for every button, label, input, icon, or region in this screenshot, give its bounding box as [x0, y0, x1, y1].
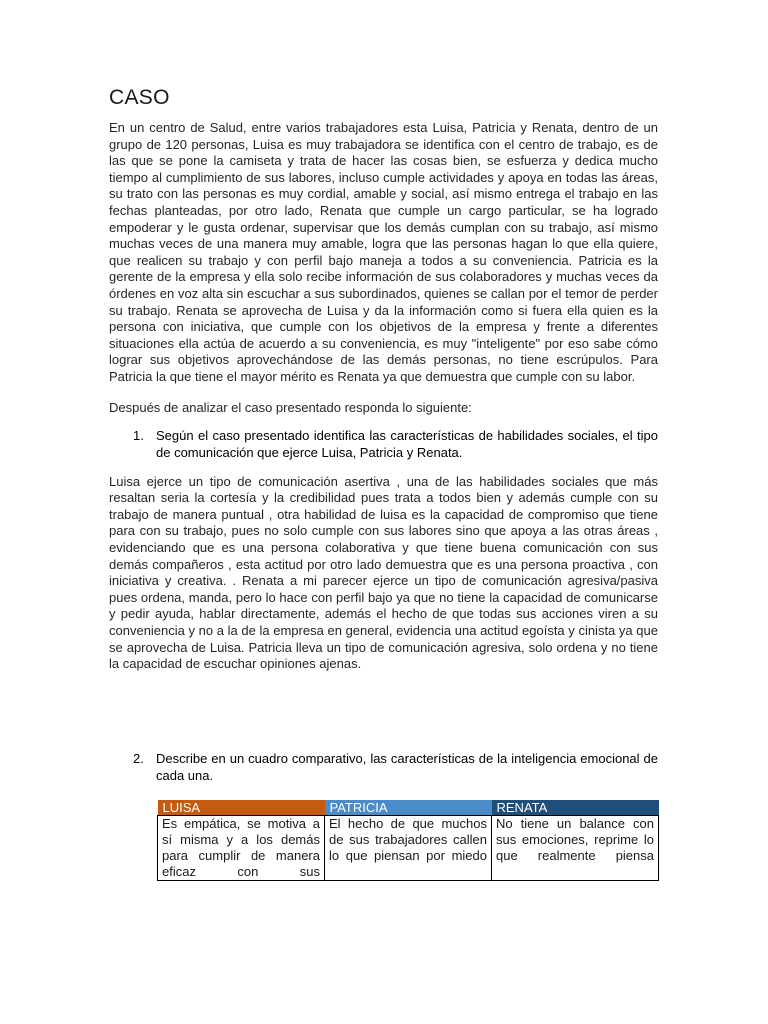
cell-patricia: [325, 816, 492, 881]
question-2-text: Describe en un cuadro comparativo, las características de la inteligencia emocional de cada una.: [156, 750, 658, 783]
header-patricia: PATRICIA: [325, 800, 492, 816]
answer-1-paragraph: Luisa ejerce un tipo de comunicación asertiva , una de las habilidades sociales que más resaltan seria la cortesía y la credibilidad pues trata a todos bien y además cumple con su trabajo de manera puntual , otra habilidad de luisa es la capacidad de compromiso que tiene para con su trabajo, pues no solo cumple con sus labores sino que apoya a las otras áreas , evidenciando que es una persona colaborativa y que tiene buena comunicación con sus demás compañeros , esta actitud por otro lado demuestra que es una persona proactiva , con iniciativa y creativa. . Renata a mi parecer ejerce un tipo de comunicación agresiva/pasiva pues ordena, manda, pero lo hace con perfil bajo ya que no tiene la capacidad de comunicarse y pedir ayuda, hablar directamente, además el hecho de que todas sus acciones viren a su conveniencia y no a la de la empresa en general, evidencia una actitud egoísta y cinista ya que se aprovecha de Luisa. Patricia lleva un tipo de comunicación agresiva, solo ordena y no tiene la capacidad de escuchar opiniones ajenas.: [109, 473, 658, 672]
question-1: [109, 428, 658, 462]
table-row: [158, 816, 659, 881]
cell-patricia-text: El hecho de que muchos de sus trabajadores callen lo que piensan por miedo: [329, 816, 487, 864]
document-page: [109, 86, 658, 881]
header-luisa: LUISA: [158, 800, 325, 816]
table-header-row: [158, 800, 659, 816]
question-1-text: Según el caso presentado identifica las características de habilidades sociales, el tipo de comunicación que ejerce Luisa, Patricia y Renata.: [156, 428, 658, 460]
instructions-paragraph: Después de analizar el caso presentado responda lo siguiente:: [109, 399, 472, 415]
question-2-number: 2.: [133, 750, 144, 766]
header-renata: RENATA: [492, 800, 659, 816]
cell-renata-text: No tiene un balance con sus emociones, reprime lo que realmente piensa: [496, 816, 654, 864]
document-title: CASO: [109, 86, 170, 109]
cell-luisa: [158, 816, 325, 881]
question-1-number: 1.: [133, 428, 144, 444]
cell-luisa-text: Es empática, se motiva a sí misma y a los demás para cumplir de manera eficaz con sus: [162, 816, 320, 880]
spacer: [109, 687, 658, 751]
cell-renata: [492, 816, 659, 881]
question-2: [109, 751, 658, 785]
case-paragraph: En un centro de Salud, entre varios trabajadores esta Luisa, Patricia y Renata, dentro de un grupo de 120 personas, Luisa es muy trabajadora se identifica con el centro de trabajo, es de las que se pone la camiseta y trata de hacer las cosas bien, se esfuerza y dedica mucho tiempo al cumplimiento de sus labores, incluso cumple actividades y apoya en todas las áreas, su trato con las personas es muy cordial, amable y social, así mismo entrega el trabajo en las fechas planteadas, por otro lado, Renata que cumple un cargo particular, se ha logrado empoderar y le gusta ordenar, supervisar que los demás cumplan con su trabajo, así mismo muchas veces de una manera muy amable, logra que las personas hagan lo que ella quiere, que realicen su trabajo y con perfil bajo maneja a todos a su conveniencia. Patricia es la gerente de la empresa y ella solo recibe información de sus colaboradores y muchas veces da órdenes en voz alta sin escuchar a sus subordinados, quienes se callan por el temor de perder su trabajo. Renata se aprovecha de Luisa y da la información como si fuera ella quien es la persona con iniciativa, que cumple con los objetivos de la empresa y frente a diferentes situaciones ella actúa de acuerdo a su conveniencia, es muy "inteligente" por eso sabe cómo lograr sus objetivos aprovechándose de las demás personas, no tiene escrúpulos. Para Patricia la que tiene el mayor mérito es Renata ya que demuestra que cumple con su labor.: [109, 120, 658, 384]
comparison-table: [157, 800, 659, 881]
